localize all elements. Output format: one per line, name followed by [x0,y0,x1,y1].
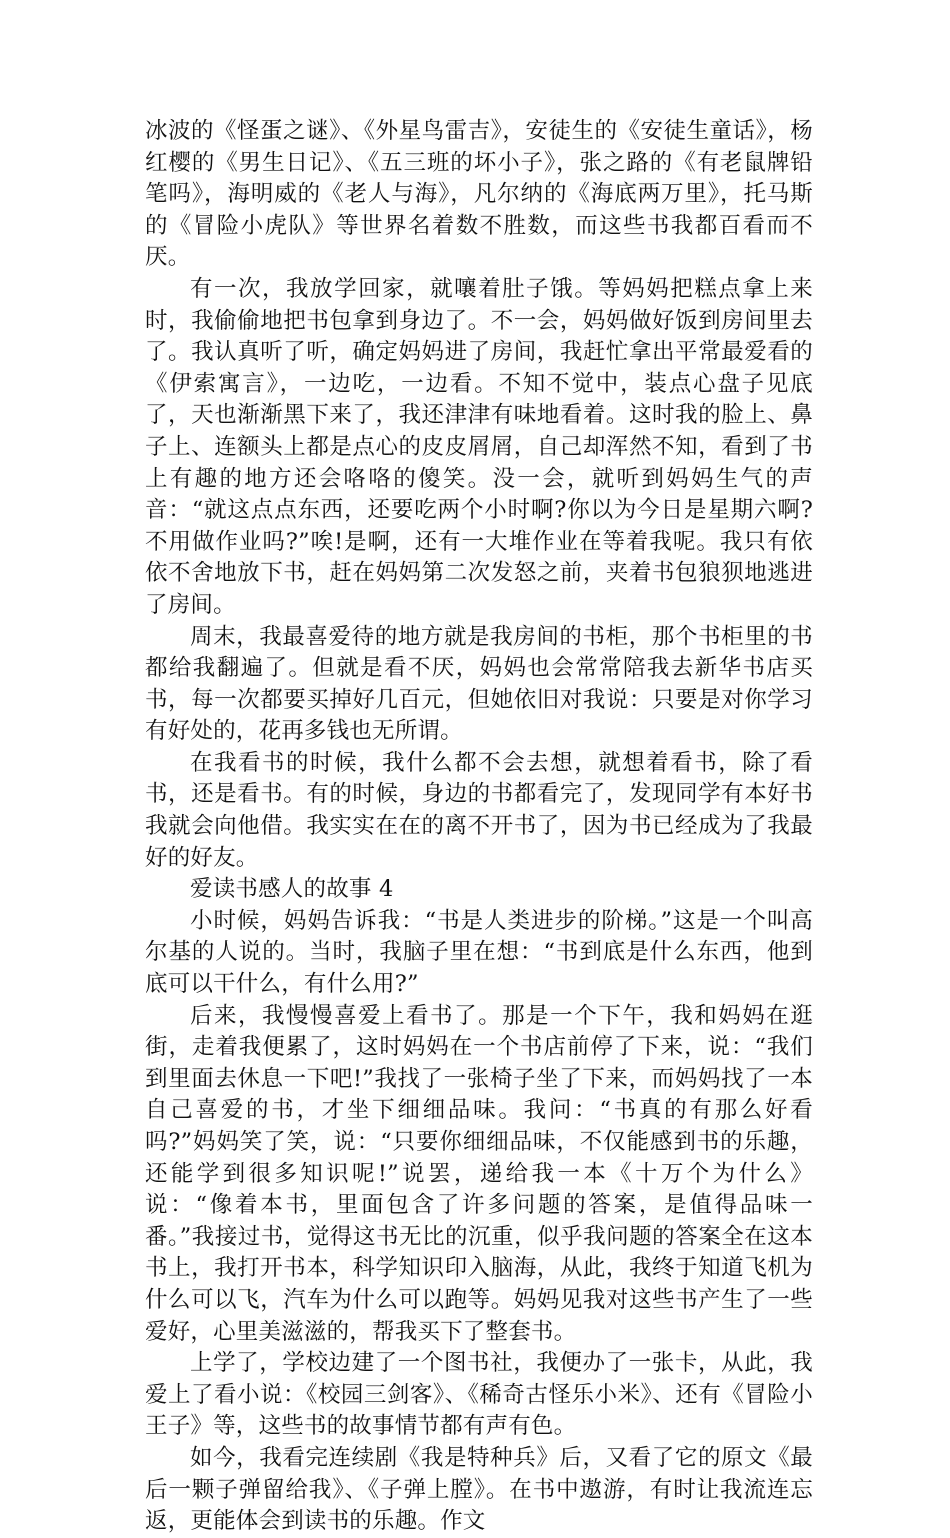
paragraph-childhood-quote: 小时候，妈妈告诉我：“书是人类进步的阶梯。”这是一个叫高尔基的人说的。当时，我脑子里在想：“书到底是什么东西，他到底可以干什么，有什么用?” [145,907,813,998]
paragraph-weekend-bookshelf: 周末，我最喜爱待的地方就是我房间的书柜，那个书柜里的书都给我翻遍了。但就是看不厌，妈妈也会常常陪我去新华书店买书，每一次都要买掉好几百元，但她依旧对我说：只要是对你学习有好处的，花再多钱也无所谓。 [145,623,813,745]
paragraph-bookstore-visit: 后来，我慢慢喜爱上看书了。那是一个下午，我和妈妈在逛街，走着我便累了，这时妈妈在一个书店前停了下来，说：“我们到里面去休息一下吧!”我找了一张椅子坐了下来，而妈妈找了一本自己喜爱的书，才坐下细细品味。我问：“书真的有那么好看吗?”妈妈笑了笑，说：“只要你细细品味，不仅能感到书的乐趣，还能学到很多知识呢!”说罢，递给我一本《十万个为什么》说：“像着本书，里面包含了许多问题的答案，是值得品味一番。”我接过书，觉得这书无比的沉重，似乎我问题的答案全在这本书上，我打开书本，科学知识印入脑海，从此，我终于知道飞机为什么可以飞，汽车为什么可以跑等。妈妈见我对这些书产生了一些爱好，心里美滋滋的，帮我买下了整套书。 [145,1002,813,1345]
paragraph-now-reading: 如今，我看完连续剧《我是特种兵》后，又看了它的原文《最后一颗子弹留给我》、《子弹上膛》。在书中遨游，有时让我流连忘返，更能体会到读书的乐趣。作文 [145,1444,813,1535]
section-heading: 爱读书感人的故事 4 [190,876,394,903]
paragraph-book-list: 冰波的《怪蛋之谜》、《外星鸟雷吉》，安徒生的《安徒生童话》，杨红樱的《男生日记》、《五三班的坏小子》，张之路的《有老鼠牌铅笔吗》，海明威的《老人与海》，凡尔纳的《海底两万里》，托马斯的《冒险小虎队》等世界名着数不胜数，而这些书我都百看而不厌。 [145,118,813,271]
paragraph-snack-story: 有一次，我放学回家，就嚷着肚子饿。等妈妈把糕点拿上来时，我偷偷地把书包拿到身边了。不一会，妈妈做好饭到房间里去了。我认真听了听，确定妈妈进了房间，我赶忙拿出平常最爱看的《伊索寓言》，一边吃，一边看。不知不觉中，装点心盘子见底了，天也渐渐黑下来了，我还津津有味地看着。这时我的脸上、鼻子上、连额头上都是点心的皮皮屑屑，自己却浑然不知，看到了书上有趣的地方还会咯咯的傻笑。没一会，就听到妈妈生气的声音：“就这点点东西，还要吃两个小时啊?你以为今日是星期六啊?不用做作业吗?”唉!是啊，还有一大堆作业在等着我呢。我只有依依不舍地放下书，赶在妈妈第二次发怒之前，夹着书包狼狈地逃进了房间。 [145,275,813,618]
paragraph-school-library: 上学了，学校边建了一个图书社，我便办了一张卡，从此，我爱上了看小说：《校园三剑客》、《稀奇古怪乐小米》、还有《冒险小王子》等，这些书的故事情节都有声有色。 [145,1350,813,1440]
paragraph-reading-friend: 在我看书的时候，我什么都不会去想，就想着看书，除了看书，还是看书。有的时候，身边的书都看完了，发现同学有本好书我就会向他借。我实实在在的离不开书了，因为书已经成为了我最好的好友。 [145,749,813,871]
document-page [145,116,813,1538]
